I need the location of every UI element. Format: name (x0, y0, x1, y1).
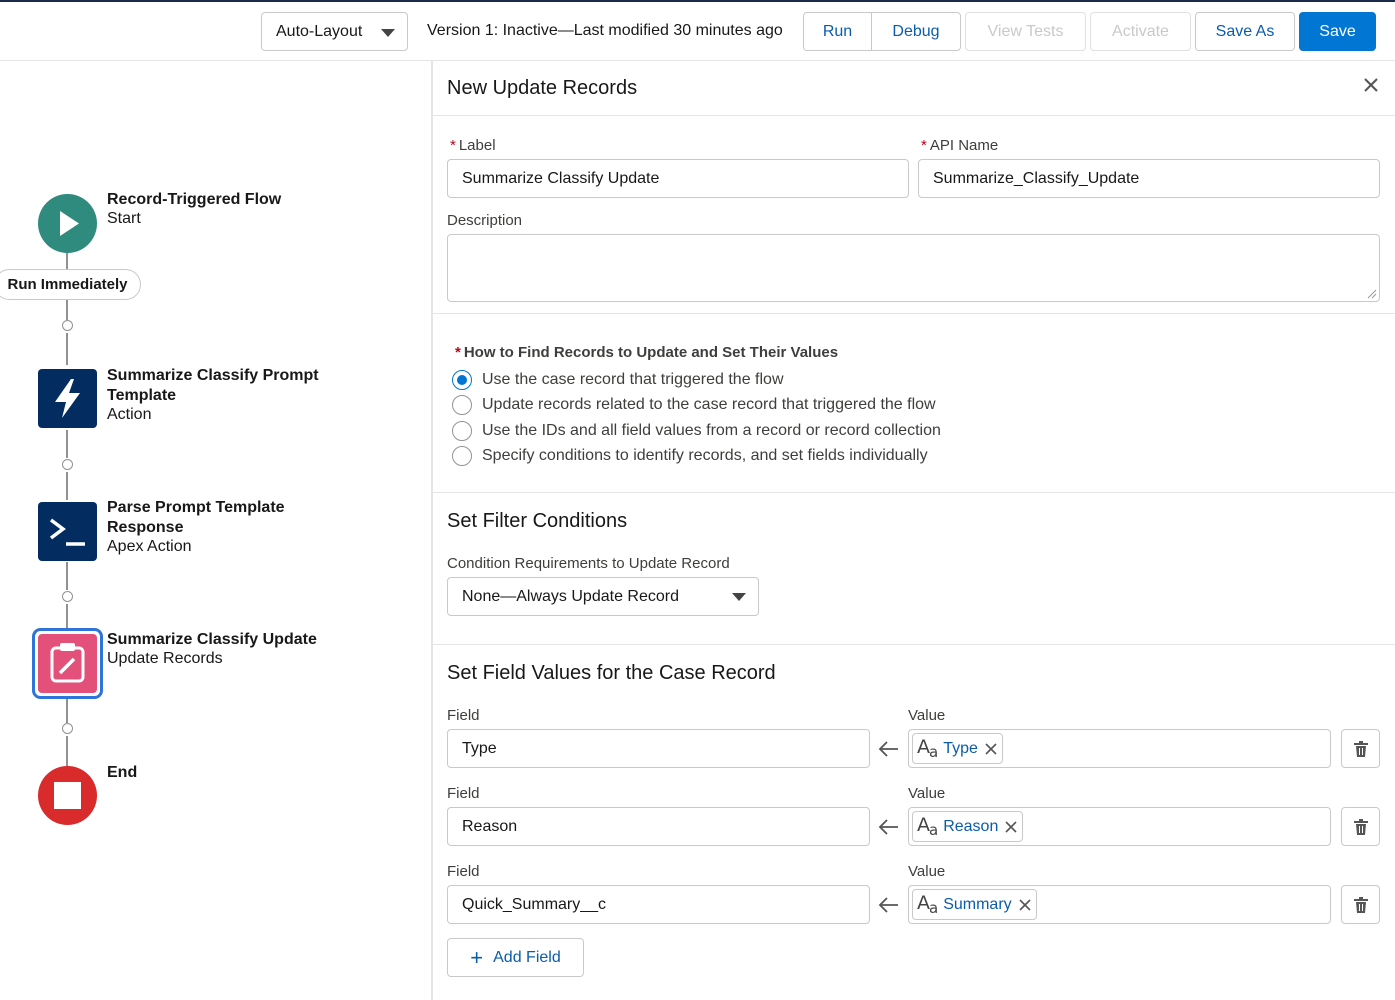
radio-label: Update records related to the case record that triggered the flow (482, 396, 936, 413)
radio-button[interactable] (452, 395, 472, 415)
field-values-heading: Set Field Values for the Case Record (447, 662, 776, 684)
connector (66, 472, 68, 500)
value-input[interactable] (908, 885, 1331, 924)
label-field-label: * Label (450, 137, 496, 154)
layout-select[interactable] (261, 12, 408, 51)
text-resource-icon: $A_a$ (917, 736, 938, 761)
connector (66, 736, 68, 766)
radio-option-related-records[interactable] (452, 394, 936, 416)
add-element-dot[interactable] (62, 320, 73, 331)
arrow-left-icon (878, 897, 900, 913)
label-input[interactable]: Summarize Classify Update (447, 159, 909, 198)
radio-option-specify-conditions[interactable] (452, 445, 928, 467)
radio-label: Specify conditions to identify records, and set fields individually (482, 447, 928, 464)
divider (433, 644, 1395, 645)
radio-button[interactable] (452, 421, 472, 441)
radio-label: Use the case record that triggered the flow (482, 371, 784, 388)
close-icon[interactable] (1361, 75, 1381, 95)
field-label: Field (447, 863, 480, 880)
trash-icon (1354, 741, 1368, 757)
field-input[interactable]: Reason (447, 807, 870, 846)
apex-action-node[interactable] (38, 502, 97, 561)
radio-option-record-ids[interactable] (452, 420, 941, 442)
resize-handle-icon[interactable] (1367, 289, 1377, 299)
connector (66, 300, 68, 320)
trash-icon (1354, 819, 1368, 835)
filter-conditions-heading: Set Filter Conditions (447, 510, 628, 532)
divider (433, 492, 1395, 493)
condition-select-value: None—Always Update Record (462, 588, 679, 605)
condition-requirements-label: Condition Requirements to Update Record (447, 555, 730, 572)
radio-button[interactable] (452, 370, 472, 390)
add-field-button[interactable] (447, 938, 584, 977)
panel-title: New Update Records (447, 77, 638, 99)
field-input[interactable]: Quick_Summary__c (447, 885, 870, 924)
start-node[interactable] (38, 194, 97, 253)
update-node-title: Summarize Classify Update (107, 631, 317, 648)
run-immediately-path[interactable]: Run Immediately (0, 269, 141, 300)
layout-select-value: Auto-Layout (276, 23, 363, 40)
radio-option-triggering-record[interactable] (452, 369, 784, 391)
radio-button[interactable] (452, 446, 472, 466)
resource-pill[interactable] (912, 811, 1023, 842)
field-label: Field (447, 785, 480, 802)
connector (66, 562, 68, 590)
version-status: Version 1: Inactive—Last modified 30 minutes ago (427, 22, 783, 39)
chevron-down-icon (381, 29, 395, 37)
delete-row-button[interactable] (1341, 807, 1380, 846)
resource-pill[interactable] (912, 733, 1003, 764)
how-to-find-question: * How to Find Records to Update and Set Their Values (455, 344, 839, 361)
field-label: Field (447, 707, 480, 724)
radio-label: Use the IDs and all field values from a record or record collection (482, 422, 941, 439)
activate-button[interactable]: Activate (1090, 12, 1191, 51)
end-node-title: End (107, 764, 138, 781)
value-label: Value (908, 707, 946, 724)
api-name-field-label: * API Name (921, 137, 999, 154)
prompt-node-title-line1: Summarize Classify Prompt (107, 367, 319, 384)
add-field-label: Add Field (493, 948, 561, 966)
arrow-left-icon (878, 741, 900, 757)
end-node[interactable] (38, 766, 97, 825)
delete-row-button[interactable] (1341, 885, 1380, 924)
resource-pill[interactable] (912, 889, 1037, 920)
add-element-dot[interactable] (62, 591, 73, 602)
save-button[interactable]: Save (1299, 12, 1376, 51)
start-node-sub: Start (107, 210, 141, 227)
toolbar (0, 2, 1395, 61)
connector (66, 604, 68, 630)
divider (433, 115, 1395, 116)
condition-requirements-select[interactable] (447, 577, 759, 616)
start-node-title: Record-Triggered Flow (107, 191, 282, 208)
add-element-dot[interactable] (62, 723, 73, 734)
view-tests-button[interactable]: View Tests (965, 12, 1086, 51)
prompt-node-title (107, 366, 319, 405)
remove-icon[interactable] (1004, 820, 1018, 834)
value-label: Value (908, 863, 946, 880)
connector (66, 430, 68, 458)
api-name-input[interactable]: Summarize_Classify_Update (918, 159, 1380, 198)
resource-pill-label: Summary (943, 895, 1012, 913)
apex-node-title-line1: Parse Prompt Template (107, 499, 285, 516)
value-input[interactable] (908, 729, 1331, 768)
description-label: Description (447, 212, 523, 229)
update-node-sub: Update Records (107, 650, 223, 667)
resource-pill-label: Reason (943, 817, 999, 835)
chevron-down-icon (732, 593, 746, 601)
trash-icon (1354, 897, 1368, 913)
stop-icon (54, 782, 81, 809)
update-records-node[interactable] (32, 628, 103, 699)
prompt-action-node[interactable] (38, 369, 97, 428)
debug-button[interactable]: Debug (871, 12, 961, 51)
description-textarea[interactable] (447, 234, 1380, 302)
run-button[interactable]: Run (803, 12, 872, 51)
plus-icon: + (470, 944, 484, 970)
connector (66, 333, 68, 365)
remove-icon[interactable] (984, 742, 998, 756)
prompt-node-sub: Action (107, 406, 152, 423)
add-element-dot[interactable] (62, 459, 73, 470)
apex-node-title-line2: Response (107, 518, 184, 536)
value-label: Value (908, 785, 946, 802)
resource-pill-label: Type (943, 739, 978, 757)
connector (66, 252, 68, 270)
apex-node-sub: Apex Action (107, 538, 192, 555)
apex-node-title (107, 498, 285, 537)
connector (66, 697, 68, 723)
arrow-left-icon (878, 819, 900, 835)
field-input[interactable]: Type (447, 729, 870, 768)
delete-row-button[interactable] (1341, 729, 1380, 768)
save-as-button[interactable]: Save As (1195, 12, 1295, 51)
prompt-node-title-line2: Template (107, 386, 177, 404)
text-resource-icon: $A_a$ (917, 892, 938, 917)
divider (433, 313, 1395, 314)
text-resource-icon: $A_a$ (917, 814, 938, 839)
value-input[interactable] (908, 807, 1331, 846)
remove-icon[interactable] (1018, 898, 1032, 912)
